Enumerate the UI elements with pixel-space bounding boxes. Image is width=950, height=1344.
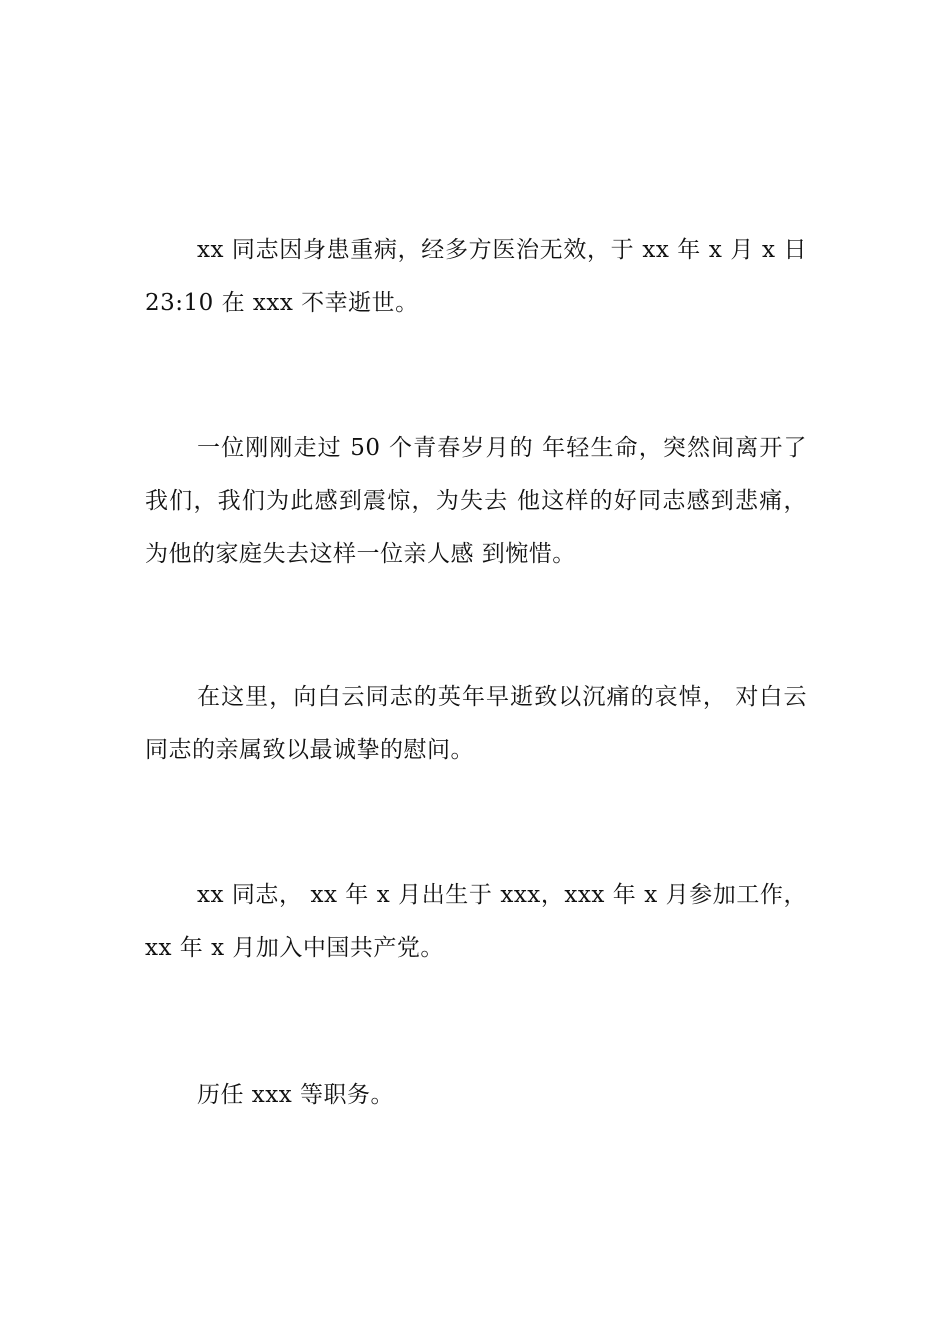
paragraph-positions: 历任 xxx 等职务。	[197, 1082, 395, 1108]
paragraph-grief: 一位刚刚走过 50 个青春岁月的 年轻生命，突然间离开了我们，我们为此感到震惊，为失去 他这样的好同志感到悲痛，为他的家庭失去这样一位亲人感 到惋惜。	[145, 435, 807, 567]
paragraph-biography: xx 同志， xx 年 x 月出生于 xxx，xxx 年 x 月参加工作， xx 年 x 月加入中国共产党。	[145, 882, 807, 961]
paragraph-condolence: 在这里，向白云同志的英年早逝致以沉痛的哀悼， 对白云同志的亲属致以最诚挚的慰问。	[145, 684, 807, 763]
paragraph-death-notice: xx 同志因身患重病，经多方医治无效，于 xx 年 x 月 x 日 23:10 在 xxx 不幸逝世。	[145, 237, 807, 316]
